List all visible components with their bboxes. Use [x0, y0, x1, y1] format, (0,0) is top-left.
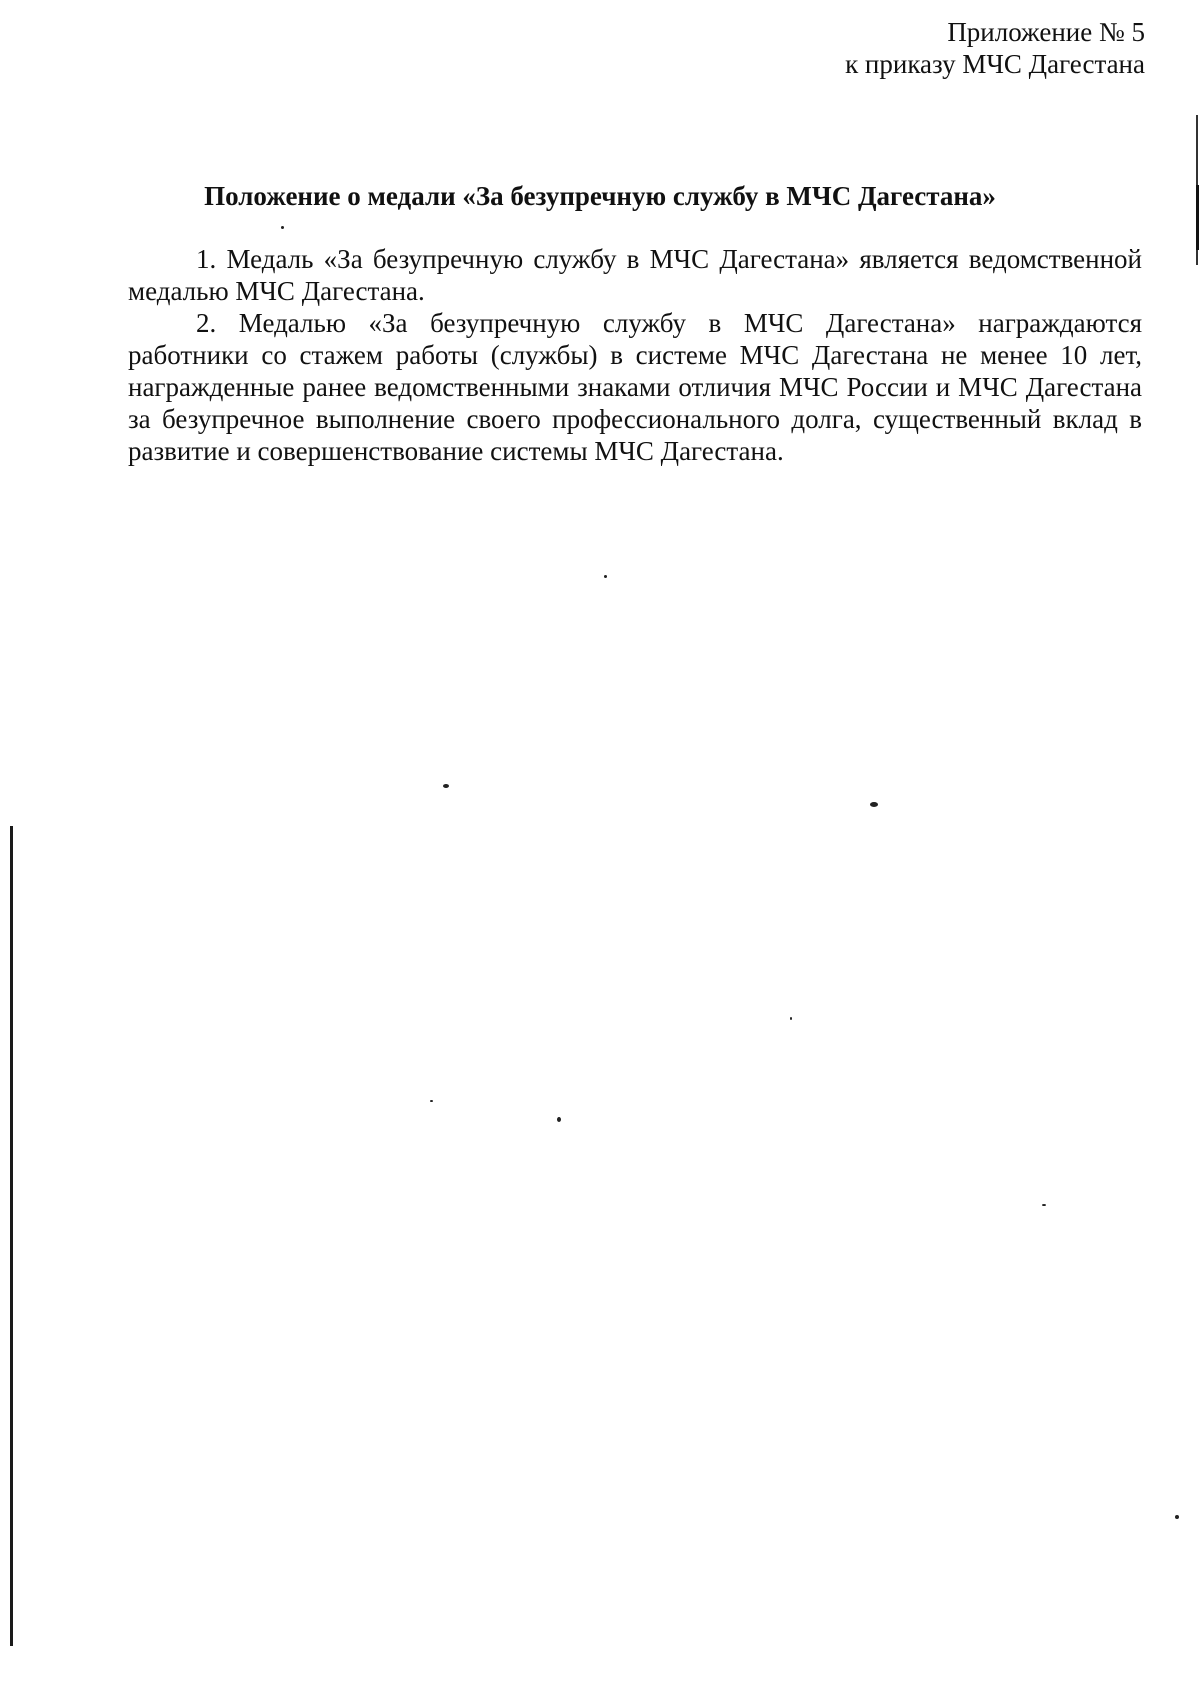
paragraph-1: 1. Медаль «За безупречную службу в МЧС Дагестана» является ведомственной медалью МЧС Дагестана.: [128, 244, 1142, 306]
document-body: [128, 243, 1142, 467]
appendix-number: Приложение № 5: [947, 17, 1145, 47]
scan-speck: [1042, 1204, 1046, 1206]
scan-edge-left: [10, 826, 13, 1646]
scan-speck: [557, 1117, 561, 1122]
scan-edge-right-mark: [1196, 185, 1199, 250]
scan-speck: [870, 802, 878, 807]
appendix-header: [845, 16, 1145, 80]
scan-speck: [604, 575, 607, 578]
scan-speck: [430, 1100, 433, 1102]
scan-speck: [1175, 1515, 1179, 1519]
paragraph-2: 2. Медалью «За безупречную службу в МЧС Дагестана» награждаются работники со стажем работы (службы) в системе МЧС Дагестана не менее 10 лет, награжденные ранее ведомственными знаками отличия МЧС России и МЧС Дагестана за безупречное выполнение своего профессионального долга, существенный вклад в развитие и совершенствование системы МЧС Дагестана.: [128, 308, 1142, 466]
scan-speck: [443, 784, 449, 788]
document-title: Положение о медали «За безупречную службу в МЧС Дагестана»: [204, 181, 996, 211]
scan-speck: [790, 1017, 792, 1020]
appendix-order-reference: к приказу МЧС Дагестана: [845, 49, 1145, 79]
scan-speck: [281, 226, 284, 229]
